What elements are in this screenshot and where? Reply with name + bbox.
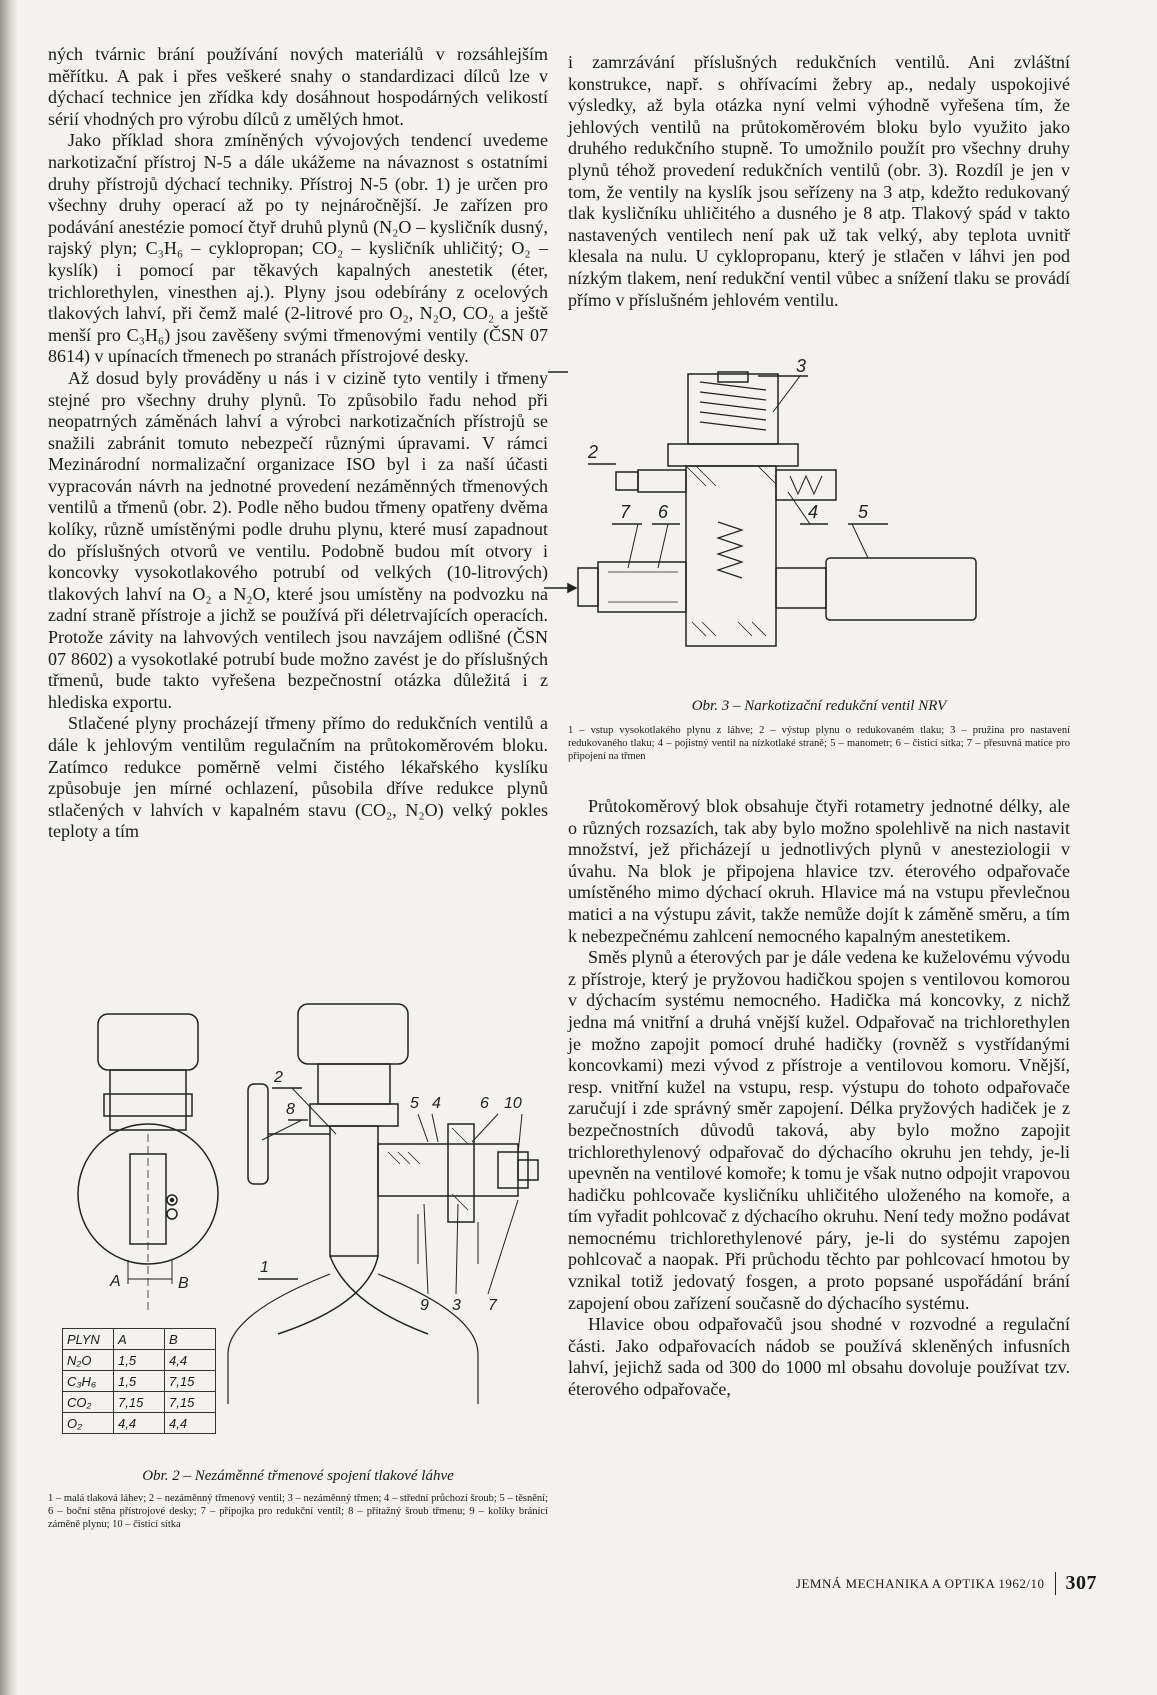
fig2-label-10: 10 [504,1095,522,1112]
table-header-cell: B [165,1329,216,1350]
reduction-valve-drawing [568,356,1070,652]
fig2-label-2: 2 [274,1069,283,1086]
table-header-cell: A [114,1329,165,1350]
page-number: 307 [1055,1572,1098,1595]
table-header-row [63,1329,216,1350]
fig2-dim-A: A [110,1273,121,1290]
paragraph: i zamrzávání příslušných redukčních ventilů. Ani zvláštní konstrukce, např. s ohřívacími žebry ap., nedaly uspokojivé výsledky, až byla otázka nyní velmi výhodně vyřešena tím, že jehlových ventilů na průtokoměrovém bloku bylo využito jako druhého redukčního stupně. To umožnilo použít pro všechny druhy plynů téhož provedení redukčních ventilů (obr. 3). Rozdíl je jen v tom, že ventily na kyslík jsou seřízeny na 3 atp, kdežto redukovaný tlak kysličníku uhličitého a dusného je 8 atp. Tlakový spád v takto nastavených ventilech není pak už tak velký, aby teplota uvnitř klesala na nulu. U cyklopropanu, který je stlačen v láhvi jen pod nízkým tlakem, není redukční ventil vůbec a snížení tlaku se provádí přímo v příslušném jehlovém ventilu. [568,52,1070,310]
table-cell: 7,15 [165,1392,216,1413]
table-cell: 1,5 [114,1371,165,1392]
table-cell: 1,5 [114,1350,165,1371]
figure-3 [568,356,1070,714]
left-column [48,44,548,843]
figure-3-legend: 1 – vstup vysokotlakého plynu z láhve; 2 – výstup plynu o redukovaném tlaku; 3 – pružina pro nastavení redukovaného tlaku; 4 – pojistný ventil na nízkotlaké straně; 5 – manometr; 6 – čisticí sítka; 7 – přesuvná matice pro připojení na třmen [568,725,1070,762]
fig3-label-2: 2 [588,442,599,462]
gas-pin-table [62,1328,216,1434]
page-footer [796,1572,1097,1595]
spring-housing [688,374,778,444]
handwheel-left [98,1014,198,1070]
fig2-label-6: 6 [480,1095,489,1112]
right-column-bottom [568,796,1070,1401]
journal-name: JEMNÁ MECHANIKA A OPTIKA 1962/10 [795,1575,1045,1591]
table-cell: C₃H₆ [63,1371,114,1392]
table-cell: 4,4 [165,1350,216,1371]
paragraph: ných tvárnic brání používání nových materiálů v rozsáhlejším měřítku. A pak i přes veškeré snahy o standardizaci dílců lze v dýchací technice jen zřídka kdy dosáhnout hospodárných velikostí sérií vhodných pro výrobu dílců z umělých hmot. [48,44,548,129]
paragraph: Hlavice obou odpařovačů jsou shodné v rozvodné a regulační části. Jako odpařovacích nádob se používá skleněných infusních lahví, jejichž sada od 300 do 1000 ml obsahu dovoluje používat tzv. éterového odpařovače, [568,1314,1070,1400]
table-header-cell: PLYN [63,1329,114,1350]
table-cell: 4,4 [114,1413,165,1434]
inlet-connector [598,562,686,612]
manometer [826,558,976,620]
paragraph: Stlačené plyny procházejí třmeny přímo do redukčních ventilů a dále k jehlovým ventilům regulačním na průtokoměrovém bloku. Zatímco redukce poměrně velmi čistého lékařského kyslíku způsobuje jen mírné ochlazení, působila dříve redukce plynů stlačených v lahvích v kapalném stavu (CO₂, N₂O) velký pokles teploty a tím [48,713,548,842]
fig3-label-3: 3 [796,356,807,376]
fig3-label-6: 6 [658,502,669,522]
valve-body [686,466,776,646]
handwheel-right [298,1004,408,1064]
table-row [63,1413,216,1434]
paragraph: Směs plynů a éterových par je dále vedena ke kuželovému vývodu z přístroje, který je pryžovou hadičkou spojen s ventilovou komorou v dýchacím systému nemocného. Hadička má koncovky, z nichž jedna má vnitřní a druhá vnější kužel. Odpařovač na trichlorethylen je možno zapojit pomocí druhé hadičky (rovněž s vystřídanými koncovkami) mezi vývod z přístroje a ventilovou komoru. Vnější, resp. vnitřní kužel na vstupu, resp. výstupu do tohoto odpařovače zaručují i zde správný směr zapojení. Délka pryžových hadiček je z bezpečnostních důvodů taková, aby bylo možno zapojit trichlorethylenový odpařovač do dýchacího okruhu jen tehdy, je-li upevněn na ventilové komoře; k tomu je však nutno odpojit vrapovou hadičku pohlcovače kysličníku uhličitého uloženého na komoře, a tím vyřadit pohlcovač z dýchacího okruhu. Není tedy možno podávat nemocnému trichlorethylenové páry, je-li do systému zapojen pohlcovač a naopak. Při průchodu těchto par pohlcovací hmotou by vznikal totiž jedovatý fosgen, a proto popsané uspořádání brání zapojení obou zařízení současně do dýchacího systému. [568,947,1070,1313]
table-cell: CO₂ [63,1392,114,1413]
book-spine-shadow [0,0,18,1695]
paragraph: Průtokoměrový blok obsahuje čtyři rotametry jednotné délky, ale o různých rozsazích, tak aby bylo možno spolehlivě na nich nastavit množství, jež přicházejí u jednotlivých plynů v anesteziologii v úvahu. Na blok je připojena hlavice tzv. éterového odpařovače umístěného mimo dýchací okruh. Hlavice má na vstupu převlečnou matici a na výstupu závit, takže nemůže dojít k záměně směru, a tím k nebezpečnému zahlcení nemocného kapalným anestetikem. [568,796,1070,946]
fig3-label-5: 5 [858,502,869,522]
figure-2-legend: 1 – malá tlaková láhev; 2 – nezáměnný třmenový ventil; 3 – nezáměnný třmen; 4 – střední průchozí šroub; 5 – těsnění; 6 – boční stěna přístrojové desky; 7 – přípojka pro redukční ventil; 8 – přítažný šroub třmenu; 9 – kolíky bránící záměně plynu; 10 – čisticí sítka [48,1493,548,1530]
fig2-label-5: 5 [410,1095,419,1112]
right-column-top [568,52,1070,311]
fig2-label-8: 8 [286,1101,295,1118]
table-row [63,1350,216,1371]
table-row [63,1371,216,1392]
figure-2 [48,1004,548,1466]
paragraph: Až dosud byly prováděny u nás i v cizině tyto ventily i třmeny stejné pro všechny druhy plynů. To způsobilo řadu nehod při neopatrných záměnách lahví a výrobci narkotizačních přístrojů se snažili zabránit tomuto nebezpečí různými úpravami. V rámci Mezinárodní normalizační organizace ISO byl i za naší účasti vypracován návrh na jednotné provedení nezáměnných třmenových ventilů a třmenů (obr. 2). Podle něho budou třmeny opatřeny dvěma kolíky, různě umístěnými podle druhu plynu, které musí zapadnout do příslušných otvorů ve ventilu. Podobně budou mít otvory i koncovky vysokotlakového potrubí od velkých (10-litrových) tlakových lahví na O₂ a N₂O, které jsou umístěny na podvozku na zadní straně přístroje a jichž se používá při déletrvajících operacích. Protože závity na lahvových ventilech jsou navzájem odlišné (ČSN 07 8602) a vysokotlaké potrubí bude možno zavést je do příslušných třmenů, bude takto vyřešena bezpečnostní otázka důležitá i z hlediska exportu. [48,367,548,712]
table-cell: 7,15 [165,1371,216,1392]
table-cell: N₂O [63,1350,114,1371]
fig2-dim-B: B [178,1275,189,1292]
fig2-label-9: 9 [420,1297,429,1314]
table-cell: 4,4 [165,1413,216,1434]
fig3-label-7: 7 [620,502,631,522]
fig2-label-3: 3 [452,1297,461,1314]
fig2-label-4: 4 [432,1095,441,1112]
paragraph: Jako příklad shora zmíněných vývojových tendencí uvedeme narkotizační přístroj N-5 a dále ukážeme na návaznost s ostatními druhy přístrojů dýchací techniky. Přístroj N-5 (obr. 1) je určen pro všechny druhy operací až po ty nejnáročnější. Je zařízen pro podávání anestézie pomocí čtyř druhů plynů (N₂O – kysličník dusný, rajský plyn; C₃H₆ – cyklopropan; CO₂ – kysličník uhličitý; O₂ – kyslík) i pomocí par těkavých kapalných anestetik (éter, trichlorethylen, vinesthen aj.). Plyny jsou odebírány z ocelových tlakových lahví, při čemž malé (2-litrové pro O₂, N₂O, CO₂ a ještě menší pro C₃H₆) jsou zavěšeny svými třmenovými ventily (ČSN 07 8614) v upínacích třmenech po stranách přístrojové desky. [48,130,548,367]
table-cell: 7,15 [114,1392,165,1413]
fig2-label-1: 1 [260,1259,269,1276]
figure-3-caption: Obr. 3 – Narkotizační redukční ventil NRV [691,698,947,714]
table-cell: O₂ [63,1413,114,1434]
fig3-label-4: 4 [808,502,819,522]
table-row [63,1392,216,1413]
figure-2-caption: Obr. 2 – Nezáměnné třmenové spojení tlakové láhve [142,1468,454,1484]
fig2-label-7: 7 [488,1297,497,1314]
